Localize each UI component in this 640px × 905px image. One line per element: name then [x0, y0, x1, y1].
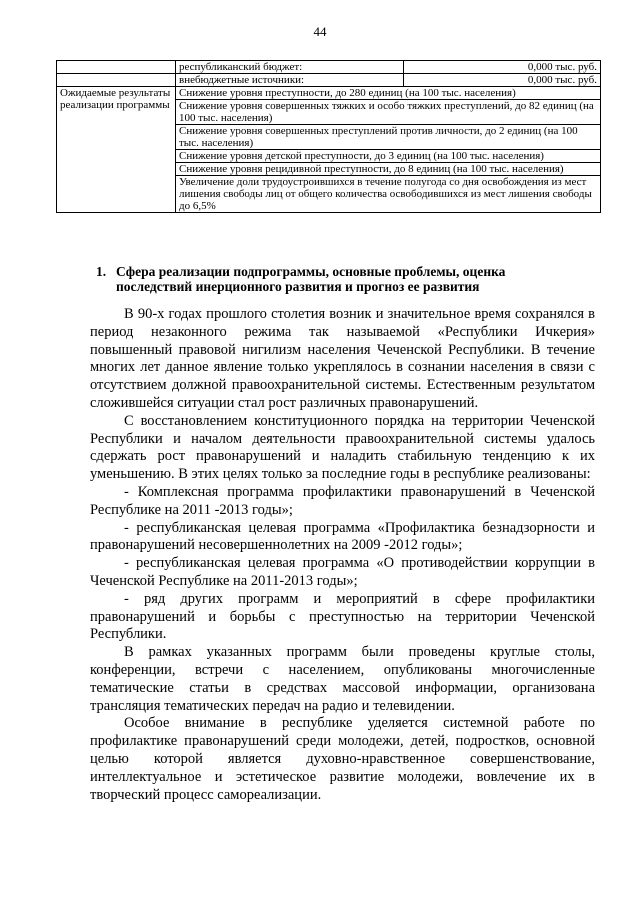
empty-label-cell [57, 61, 176, 74]
empty-label-cell [57, 74, 176, 87]
expected-result-item: Снижение уровня преступности, до 280 единиц (на 100 тыс. населения) [176, 87, 601, 100]
table-row [57, 61, 601, 74]
budget-source-label: внебюджетные источники: [176, 74, 404, 87]
table-row [57, 74, 601, 87]
table-row [57, 87, 601, 100]
list-item: - республиканская целевая программа «Профилактика безнадзорности и правонарушений несовершеннолетних на 2009 -2012 годы»; [90, 519, 595, 554]
budget-amount: 0,000 тыс. руб. [404, 74, 601, 87]
page-number: 44 [313, 24, 327, 39]
section-heading-line-1 [96, 264, 576, 279]
list-item: - республиканская целевая программа «О противодействии коррупции в Чеченской Республике на 2011-2013 годы»; [90, 555, 595, 589]
expected-results-label: Ожидаемые результаты реализации программы [57, 87, 176, 213]
section-title-part-1: Сфера реализации подпрограммы, основные проблемы, оценка [116, 264, 506, 279]
list-item: - Комплексная программа профилактики правонарушений в Чеченской Республике на 2011 -2013 годы»; [90, 483, 595, 518]
expected-result-item: Снижение уровня совершенных тяжких и особо тяжких преступлений, до 82 единиц (на 100 тыс. населения) [176, 100, 601, 125]
expected-result-item: Снижение уровня совершенных преступлений против личности, до 2 единиц (на 100 тыс. населения) [176, 125, 601, 150]
paragraph: Особое внимание в республике уделяется системной работе по профилактике правонарушений среди молодежи, детей, подростков, основной целью которой является духовно-нравственное совершенствование, интеллектуальное и эстетическое развитие молодежи, вовлечение их в творческий процесс самореализации. [90, 715, 595, 803]
program-passport-table [56, 60, 601, 213]
paragraph: С восстановлением конституционного порядка на территории Чеченской Республики и началом деятельности правоохранительной системы удалось сдержать рост правонарушений и наладить стабильную тенденцию к их уменьшению. В этих целях только за последние годы в республике реализованы: [90, 412, 595, 483]
body-text [90, 306, 595, 804]
list-item: - ряд других программ и мероприятий в сфере профилактики правонарушений и борьбы с преступностью на территории Чеченской Республики. [90, 590, 595, 643]
section-heading [96, 264, 576, 294]
paragraph: В 90-х годах прошлого столетия возник и значительное время сохранялся в период незаконного режима так называемой «Республики Ичкерия» повышенный правовой нигилизм населения Чеченской Республики. В течение многих лет данное явление только укреплялось в сознании населения в связи с отсутствием должной правоохранительной системы. Естественным результатом сложившейся ситуации стал рост различных правонарушений. [90, 306, 595, 411]
expected-result-item: Увеличение доли трудоустроившихся в течение полугода со дня освобождения из мест лишения свободы лиц от общего количества освободившихся из мест лишения свободы до 6,5% [176, 176, 601, 213]
section-number: 1. [96, 264, 107, 279]
budget-source-label: республиканский бюджет: [176, 61, 404, 74]
section-title-part-2: последствий инерционного развития и прогноз ее развития [116, 279, 480, 294]
expected-result-item: Снижение уровня рецидивной преступности, до 8 единиц (на 100 тыс. населения) [176, 163, 601, 176]
expected-result-item: Снижение уровня детской преступности, до 3 единиц (на 100 тыс. населения) [176, 150, 601, 163]
budget-amount: 0,000 тыс. руб. [404, 61, 601, 74]
paragraph: В рамках указанных программ были проведены круглые столы, конференции, встречи с населением, опубликованы многочисленные тематические статьи в средствах массовой информации, организована трансляция тематических передач на радио и телевидении. [90, 644, 595, 714]
